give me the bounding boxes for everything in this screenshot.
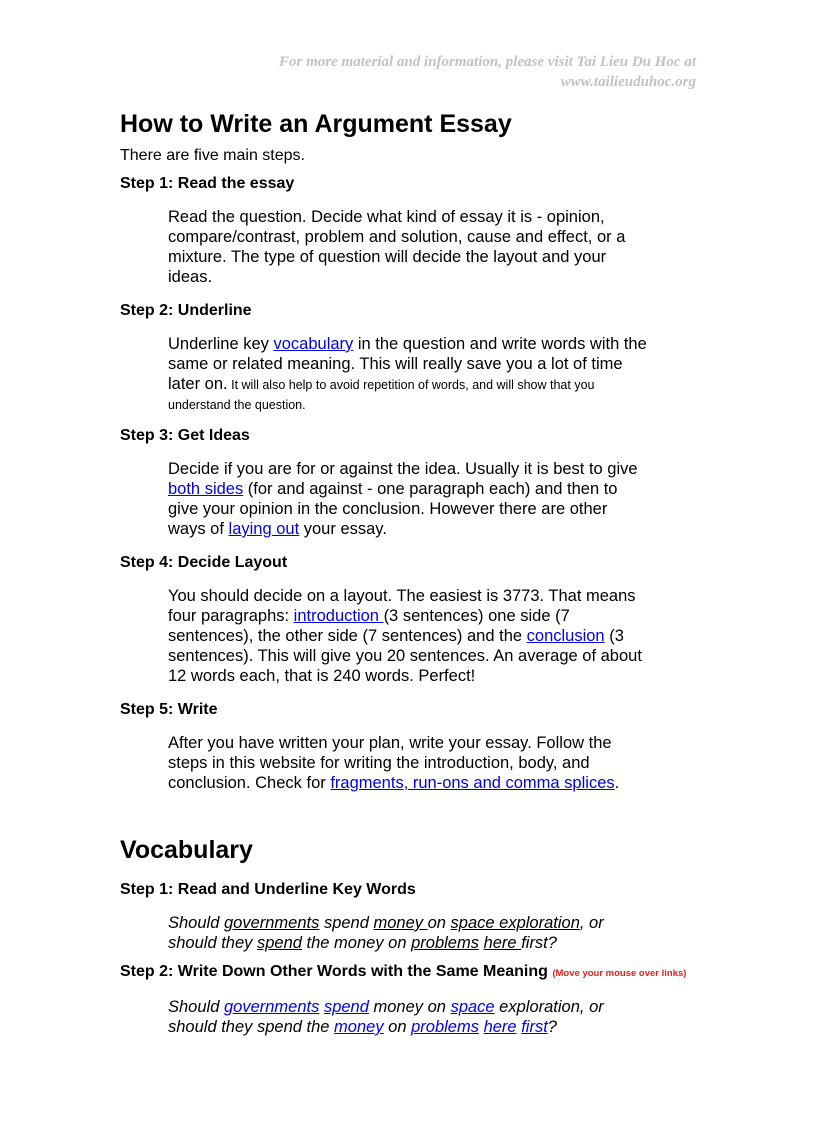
vocab-word: Should bbox=[168, 998, 224, 1016]
vocab-word: first? bbox=[521, 934, 557, 952]
laying-out-link[interactable]: laying out bbox=[228, 520, 300, 538]
step-5-text-a: After you have written your plan, write your essay. Follow the steps in this website for writing the introduction, body, and conclusion. Check for bbox=[168, 734, 612, 792]
vocab-word: spend bbox=[319, 914, 374, 932]
synonym-link-spend[interactable]: spend bbox=[323, 998, 369, 1016]
key-word-here: here bbox=[483, 934, 522, 952]
key-word-problems: problems bbox=[411, 934, 479, 952]
step-3-text-b: (for and against - one paragraph each) and then to give your opinion in the conclusion. However there are other ways of bbox=[168, 480, 618, 538]
conclusion-link[interactable]: conclusion bbox=[526, 627, 605, 645]
step-4-text-b: (3 sentences) one side (7 sentences), the other side (7 sentences) and the bbox=[168, 607, 570, 645]
synonym-link-money[interactable]: money bbox=[334, 1018, 384, 1036]
synonym-link-space[interactable]: space bbox=[450, 998, 495, 1016]
synonym-link-first[interactable]: first bbox=[521, 1018, 548, 1036]
vocab-step-1-title: Step 1: Read and Underline Key Words bbox=[120, 881, 416, 898]
mouse-over-note: (Move your mouse over links) bbox=[552, 968, 687, 979]
synonym-link-governments[interactable]: governments bbox=[223, 998, 320, 1016]
vocabulary-title: Vocabulary bbox=[120, 836, 253, 864]
key-word-governments: governments bbox=[223, 914, 320, 932]
section-spacer bbox=[120, 793, 700, 834]
step-2-text bbox=[168, 334, 648, 414]
both-sides-link[interactable]: both sides bbox=[168, 480, 244, 498]
step-5-text-b: . bbox=[614, 774, 620, 792]
step-2-title: Step 2: Underline bbox=[120, 302, 252, 319]
key-word-money: money bbox=[373, 914, 428, 932]
step-3-title: Step 3: Get Ideas bbox=[120, 427, 250, 444]
vocab-step-2-title-text: Step 2: Write Down Other Words with the Same Meaning bbox=[120, 963, 548, 980]
step-4-title: Step 4: Decide Layout bbox=[120, 554, 288, 571]
intro-text: There are five main steps. bbox=[120, 147, 305, 164]
document-body bbox=[120, 108, 700, 1037]
vocab-word: money on bbox=[368, 998, 451, 1016]
vocab-word: on bbox=[383, 1018, 412, 1036]
vocab-word: Should bbox=[168, 914, 224, 932]
step-5-text bbox=[168, 733, 648, 793]
vocab-word: exploration, or should they spend the bbox=[168, 998, 604, 1036]
step-2-text-small: It will also help to avoid repetition of words, and will show that you understand the question. bbox=[168, 378, 595, 412]
vocab-word: , or should they bbox=[168, 914, 604, 952]
watermark-line-1: For more material and information, please visit Tai Lieu Du Hoc at bbox=[279, 54, 696, 70]
key-word-space-exploration: space exploration bbox=[450, 914, 580, 932]
step-4-text bbox=[168, 586, 648, 686]
step-4-text-a: You should decide on a layout. The easiest is 3773. That means four paragraphs: bbox=[168, 587, 636, 625]
step-1-title: Step 1: Read the essay bbox=[120, 175, 295, 192]
step-5-title: Step 5: Write bbox=[120, 701, 218, 718]
step-2-text-a: Underline key bbox=[168, 335, 274, 353]
step-4-text-c: (3 sentences). This will give you 20 sentences. An average of about 12 words each, that is 240 words. Perfect! bbox=[168, 627, 642, 685]
key-word-spend: spend bbox=[256, 934, 302, 952]
vocab-word: the money on bbox=[301, 934, 412, 952]
step-3-text bbox=[168, 459, 648, 539]
step-3-text-c: your essay. bbox=[299, 520, 387, 538]
page-title: How to Write an Argument Essay bbox=[120, 110, 512, 138]
vocab-step-2-title bbox=[120, 962, 700, 984]
watermark-line-2: www.tailieuduhoc.org bbox=[560, 74, 696, 90]
vocabulary-link[interactable]: vocabulary bbox=[273, 335, 354, 353]
step-2-text-b: in the question and write words with the same or related meaning. This will really save you a lot of time later on. bbox=[168, 335, 647, 393]
step-3-text-a: Decide if you are for or against the idea. Usually it is best to give bbox=[168, 460, 638, 478]
vocab-step-1-sentence bbox=[168, 913, 648, 953]
vocab-word: on bbox=[427, 914, 451, 932]
introduction-link[interactable]: introduction bbox=[293, 607, 384, 625]
vocab-word: ? bbox=[547, 1018, 557, 1036]
synonym-link-here[interactable]: here bbox=[483, 1018, 517, 1036]
synonym-link-problems[interactable]: problems bbox=[411, 1018, 479, 1036]
step-1-text: Read the question. Decide what kind of essay it is - opinion, compare/contrast, problem and solution, cause and effect, or a mixture. The type of question will decide the layout and your ideas. bbox=[168, 208, 626, 286]
fragments-link[interactable]: fragments, run-ons and comma splices bbox=[330, 774, 615, 792]
watermark bbox=[279, 52, 696, 92]
vocab-step-2-sentence bbox=[168, 997, 648, 1037]
